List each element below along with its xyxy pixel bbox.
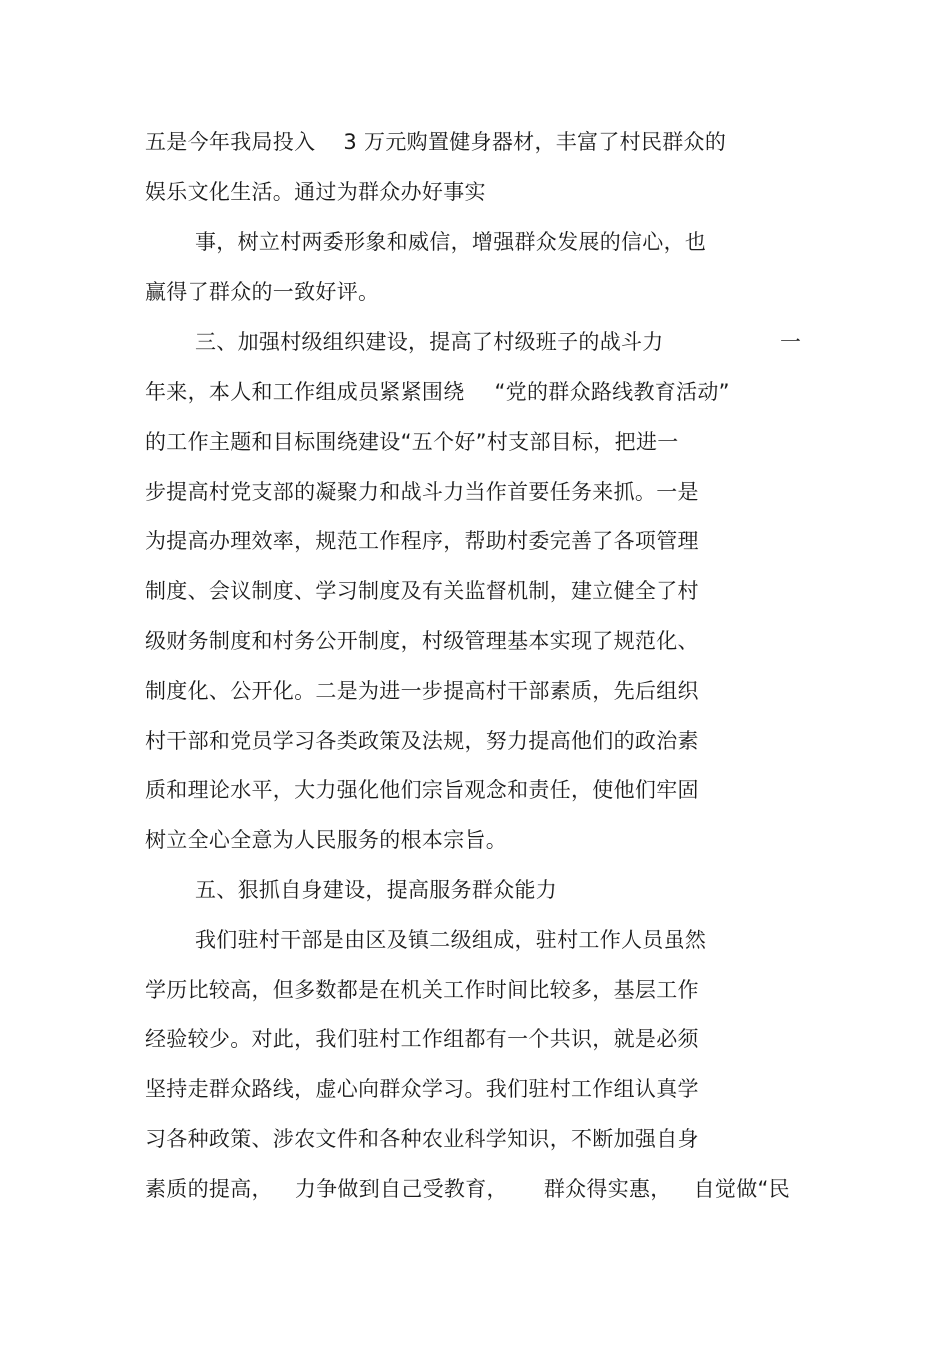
section-heading-line [195,876,557,904]
text-segment: 赢得了群众的一致好评。 [145,280,380,304]
section-heading: 三、加强村级组织建设，提高了村级班子的战斗力 [195,330,664,354]
text-line [145,677,699,705]
text-line [145,1125,699,1153]
text-line [145,478,699,506]
section-heading: 五、狠抓自身建设，提高服务群众能力 [195,878,558,902]
text-segment: 群众得实惠， [543,1177,672,1201]
text-line [145,1025,699,1053]
text-segment: 制度、会议制度、学习制度及有关监督机制，建立健全了村 [145,579,699,603]
text-segment: 娱乐文化生活。通过为群众办好事实 [145,180,486,204]
text-segment: “党的群众路线教育活动” [494,380,730,404]
text-line [145,1175,790,1203]
text-line [145,278,379,306]
text-segment: 力争做到自己受教育， [294,1177,508,1201]
text-segment: 学历比较高，但多数都是在机关工作时间比较多，基层工作 [145,978,699,1002]
text-segment: 我们驻村干部是由区及镇二级组成，驻村工作人员虽然 [195,928,707,952]
text-line [145,178,486,206]
text-segment: 树立全心全意为人民服务的根本宗旨。 [145,828,508,852]
text-segment: 为提高办理效率，规范工作程序，帮助村委完善了各项管理 [145,529,699,553]
section-heading-line [195,328,802,356]
text-line [145,577,699,605]
text-segment: 五是今年我局投入 [145,130,316,154]
text-segment: 质和理论水平，大力强化他们宗旨观念和责任，使他们牢固 [145,778,699,802]
text-segment: 自觉做“民 [693,1177,791,1201]
text-segment: 素质的提高， [145,1177,273,1201]
text-segment: 的工作主题和目标围绕建设“五个好”村支部目标，把进一 [145,430,679,454]
text-segment: 步提高村党支部的凝聚力和战斗力当作首要任务来抓。一是 [145,480,699,504]
text-segment: 坚持走群众路线，虚心向群众学习。我们驻村工作组认真学 [145,1077,699,1101]
text-line [195,228,706,256]
text-line [145,976,699,1004]
text-segment: 经验较少。对此，我们驻村工作组都有一个共识，就是必须 [145,1027,699,1051]
text-line [145,378,730,406]
text-line [195,926,706,954]
text-segment: 一 [780,330,802,354]
text-segment: 级财务制度和村务公开制度，村级管理基本实现了规范化、 [145,629,699,653]
text-segment: 村干部和党员学习各类政策及法规，努力提高他们的政治素 [145,729,699,753]
text-line [145,428,679,456]
text-segment: 3 万元购置健身器材，丰富了村民群众的 [343,130,727,154]
text-segment: 事，树立村两委形象和威信，增强群众发展的信心，也 [195,230,707,254]
text-line [145,826,507,854]
text-line [145,128,726,156]
text-segment: 习各种政策、涉农文件和各种农业科学知识，不断加强自身 [145,1127,699,1151]
text-segment: 年来，本人和工作组成员紧紧围绕 [145,380,465,404]
text-line [145,1075,699,1103]
text-line [145,776,699,804]
text-line [145,527,699,555]
text-line [145,627,699,655]
text-segment: 制度化、公开化。二是为进一步提高村干部素质，先后组织 [145,679,699,703]
text-line [145,727,699,755]
